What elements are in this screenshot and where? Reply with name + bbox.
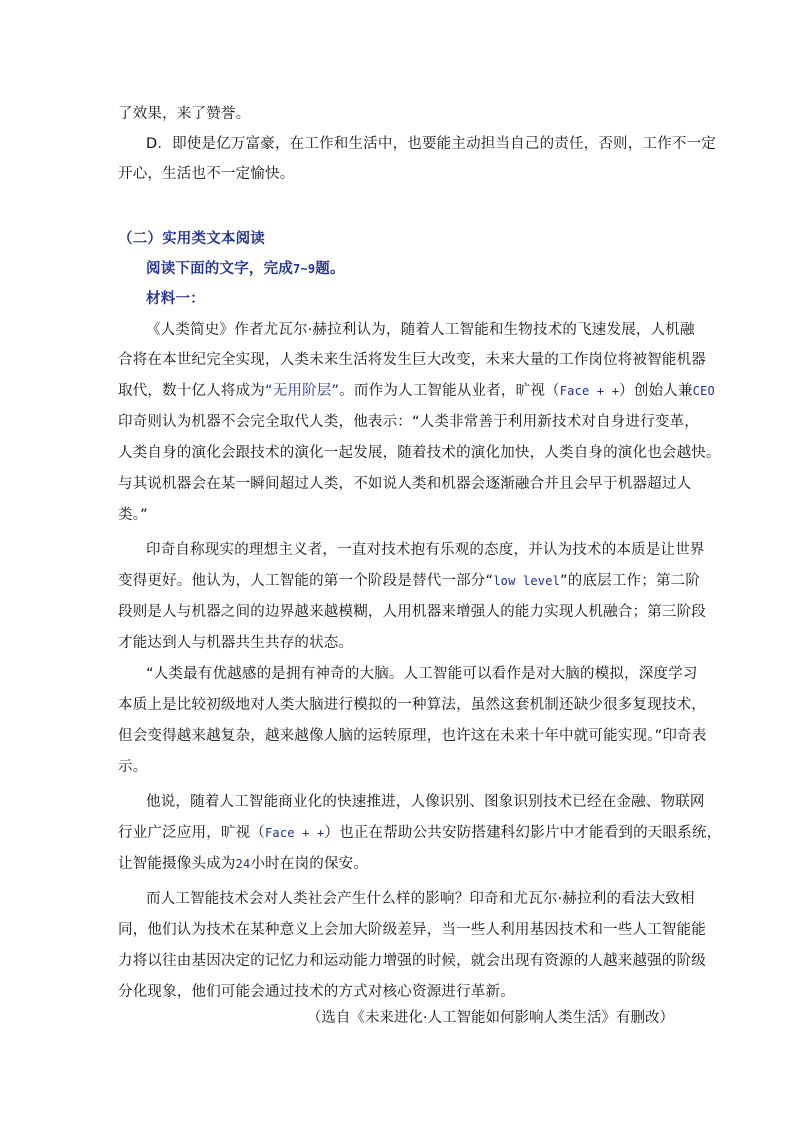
- brand-name: Face + +: [265, 826, 325, 840]
- instruction-line: [146, 259, 345, 279]
- source-citation: （选自《未来进化·人工智能如何影响人类生活》有删改）: [306, 1010, 674, 1026]
- text-line: 开心，生活也不一定愉快。: [118, 166, 295, 182]
- p1-line: 与其说机器会在某一瞬间超过人类，不如说人类和机器会逐渐融合并且会早于机器超过人: [118, 476, 692, 492]
- p1-line: 类。”: [118, 507, 148, 523]
- hours-number: 24: [235, 857, 251, 871]
- ceo-term: CEO: [692, 384, 715, 398]
- p3-line: 但会变得越来越复杂，越来越像人脑的运转原理，也许这在未来十年中就可能实现。”印奇表: [118, 728, 707, 744]
- p2-text: 变得更好。他认为，人工智能的第一个阶段是替代一部分“: [118, 573, 494, 589]
- p4-line: [118, 823, 721, 843]
- question-range: 7~9: [293, 262, 316, 276]
- p5-line: 分化现象，他们可能会通过技术的方式对核心资源进行革新。: [118, 984, 515, 1000]
- p1-line: 印奇则认为机器不会完全取代人类，他表示：“人类非常善于利用新技术对自身进行变革，: [118, 414, 700, 430]
- p1-text: 。而作为人工智能从业者，旷视（: [339, 383, 560, 399]
- material-label: 材料一：: [146, 291, 205, 307]
- p2-text: ”的底层工作；第二阶: [560, 573, 701, 589]
- option-d-line: D．即使是亿万富豪，在工作和生活中，也要能主动担当自己的责任，否则，工作不一定: [146, 136, 716, 152]
- p5-line: 同，他们认为技术在某种意义上会加大阶级差异，当一些人利用基因技术和一些人工智能能: [118, 922, 706, 938]
- p5-line: 而人工智能技术会对人类社会产生什么样的影响？印奇和尤瓦尔·赫拉利的看法大致相: [146, 891, 695, 907]
- p3-line: “人类最有优越感的是拥有神奇的大脑。人工智能可以看作是对大脑的模拟，深度学习: [146, 666, 698, 682]
- p4-line: 他说，随着人工智能商业化的快速推进，人像识别、图象识别技术已经在金融、物联网: [146, 794, 705, 810]
- p2-line: 段则是人与机器之间的边界越来越模糊，人用机器来增强人的能力实现人机融合；第三阶段: [118, 604, 706, 620]
- p1-line: 合将在本世纪完全实现，人类未来生活将发生巨大改变，未来大量的工作岗位将被智能机器: [118, 352, 706, 368]
- p2-line: [118, 571, 700, 591]
- p4-text: 行业广泛应用，旷视（: [118, 825, 265, 841]
- p4-text: 让智能摄像头成为: [118, 856, 236, 872]
- p4-text: 小时在岗的保安。: [250, 856, 369, 872]
- p1-text: ）创始人兼: [619, 383, 693, 399]
- p1-line: 《人类简史》作者尤瓦尔·赫拉利认为，随着人工智能和生物技术的飞速发展，人机融: [146, 322, 695, 338]
- brand-name: Face + +: [559, 384, 620, 398]
- p1-line: [118, 381, 715, 401]
- p5-line: 力将以往由基因决定的记忆力和运动能力增强的时候，就会出现有资源的人越来越强的阶级: [118, 953, 706, 969]
- instruction-text: 阅读下面的文字，完成: [146, 261, 293, 277]
- p1-text: 取代，数十亿人将成为: [118, 383, 265, 399]
- text-line: 了效果，来了赞誉。: [118, 106, 251, 122]
- p3-line: 本质上是比较初级地对人类大脑进行模拟的一种算法，虽然这套机制还缺少很多复现技术，: [118, 697, 706, 713]
- section-heading: （二）实用类文本阅读: [118, 231, 265, 247]
- p1-line: 人类自身的演化会跟技术的演化一起发展，随着技术的演化加快，人类自身的演化也会越快。: [118, 445, 721, 461]
- p4-line: [118, 854, 368, 874]
- p2-line: 印奇自称现实的理想主义者，一直对技术抱有乐观的态度，并认为技术的本质是让世界: [146, 542, 705, 558]
- quoted-term: “无用阶层”: [265, 383, 340, 399]
- low-level-term: low level: [493, 574, 561, 588]
- p3-line: 示。: [118, 759, 148, 775]
- p4-text: ）也正在帮助公共安防搭建科幻影片中才能看到的天眼系统，: [324, 825, 722, 841]
- p2-line: 才能达到人与机器共生共存的状态。: [118, 635, 354, 651]
- instruction-text-end: 题。: [315, 261, 345, 277]
